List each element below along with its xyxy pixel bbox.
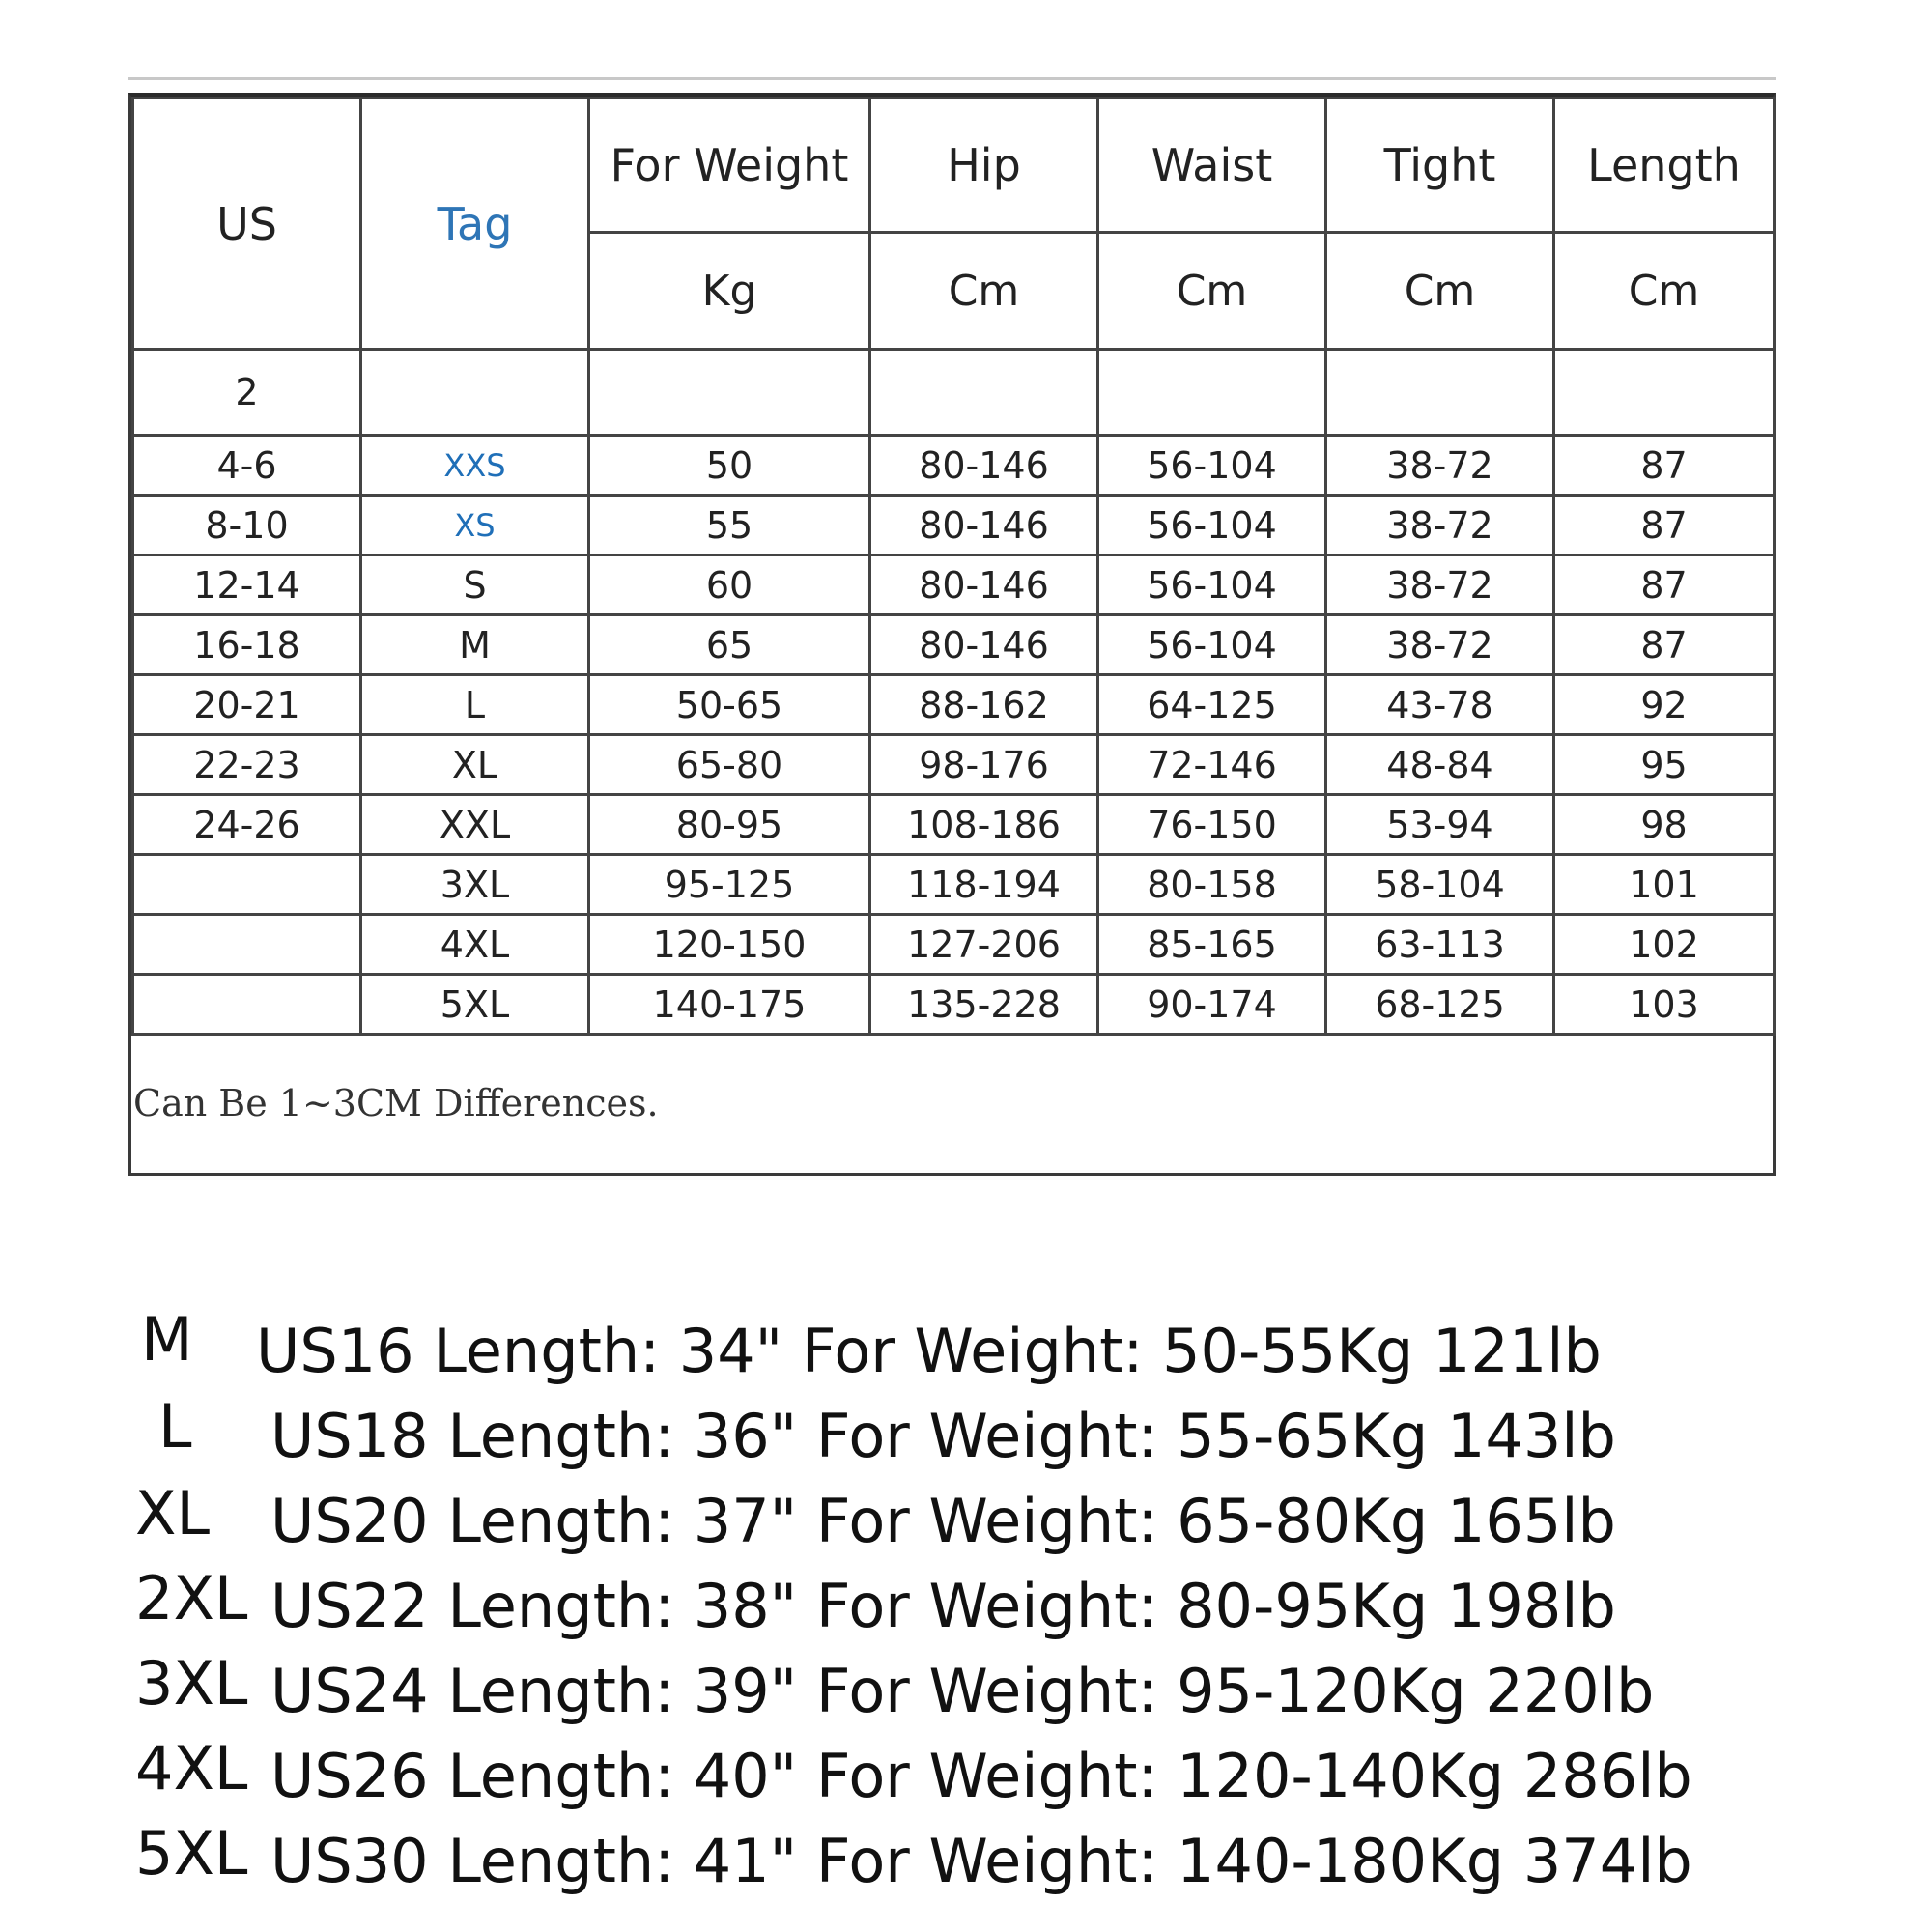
size-label: 2XL [135, 1563, 248, 1634]
cell-hip: 80-146 [870, 436, 1098, 496]
cell-waist: 56-104 [1098, 615, 1326, 675]
unit-waist: Cm [1098, 233, 1326, 350]
table-row [133, 855, 1775, 915]
cell-us [133, 855, 361, 915]
cell-us [133, 975, 361, 1035]
cell-tag: S [361, 555, 589, 615]
cell-length: 92 [1554, 675, 1775, 735]
cell-length: 102 [1554, 915, 1775, 975]
cell-length: 95 [1554, 735, 1775, 795]
cell-waist: 56-104 [1098, 555, 1326, 615]
cell-us: 4-6 [133, 436, 361, 496]
cell-waist: 56-104 [1098, 436, 1326, 496]
cell-tight: 38-72 [1326, 496, 1554, 555]
cell-tight: 53-94 [1326, 795, 1554, 855]
cell-tag: L [361, 675, 589, 735]
size-label: L [158, 1391, 192, 1462]
header-length: Length [1554, 99, 1775, 233]
cell-waist: 85-165 [1098, 915, 1326, 975]
cell-tight: 58-104 [1326, 855, 1554, 915]
cell-us: 22-23 [133, 735, 361, 795]
size-chart [128, 93, 1776, 1176]
cell-weight: 50 [589, 436, 870, 496]
cell-weight: 50-65 [589, 675, 870, 735]
size-details: US26 Length: 40" For Weight: 120-140Kg 286lb [270, 1741, 1692, 1811]
size-details: US24 Length: 39" For Weight: 95-120Kg 220lb [270, 1656, 1655, 1726]
cell-us: 2 [133, 350, 361, 436]
unit-tight: Cm [1326, 233, 1554, 350]
cell-hip: 80-146 [870, 615, 1098, 675]
cell-hip: 80-146 [870, 496, 1098, 555]
size-line [135, 1648, 1893, 1741]
cell-tight [1326, 350, 1554, 436]
header-for-weight: For Weight [589, 99, 870, 233]
header-waist: Waist [1098, 99, 1326, 233]
size-label: 5XL [135, 1818, 248, 1889]
size-label: M [141, 1304, 193, 1375]
cell-weight: 65-80 [589, 735, 870, 795]
cell-us: 24-26 [133, 795, 361, 855]
size-line [135, 1818, 1893, 1911]
size-details: US16 Length: 34" For Weight: 50-55Kg 121lb [256, 1316, 1602, 1386]
table-row [133, 795, 1775, 855]
cell-tag [361, 350, 589, 436]
cell-hip: 88-162 [870, 675, 1098, 735]
cell-weight: 80-95 [589, 795, 870, 855]
cell-weight [589, 350, 870, 436]
cell-tight: 63-113 [1326, 915, 1554, 975]
size-line [135, 1304, 1893, 1401]
cell-us [133, 915, 361, 975]
top-rule [128, 77, 1776, 80]
cell-tag: XXS [361, 436, 589, 496]
size-line [135, 1478, 1893, 1571]
size-details: US22 Length: 38" For Weight: 80-95Kg 198lb [270, 1571, 1616, 1641]
table-row [133, 496, 1775, 555]
unit-hip: Cm [870, 233, 1098, 350]
cell-weight: 65 [589, 615, 870, 675]
cell-hip: 127-206 [870, 915, 1098, 975]
cell-length: 87 [1554, 436, 1775, 496]
cell-hip [870, 350, 1098, 436]
cell-waist: 80-158 [1098, 855, 1326, 915]
cell-waist: 64-125 [1098, 675, 1326, 735]
header-tight: Tight [1326, 99, 1554, 233]
cell-length: 101 [1554, 855, 1775, 915]
cell-tag: 3XL [361, 855, 589, 915]
header-tag: Tag [361, 99, 589, 350]
cell-length: 87 [1554, 615, 1775, 675]
cell-tag: XS [361, 496, 589, 555]
unit-for-weight: Kg [589, 233, 870, 350]
cell-hip: 135-228 [870, 975, 1098, 1035]
header-us: US [133, 99, 361, 350]
cell-length: 87 [1554, 496, 1775, 555]
table-row [133, 615, 1775, 675]
cell-tight: 43-78 [1326, 675, 1554, 735]
cell-hip: 118-194 [870, 855, 1098, 915]
size-label: XL [135, 1478, 211, 1548]
cell-tag: 5XL [361, 975, 589, 1035]
cell-tight: 68-125 [1326, 975, 1554, 1035]
cell-weight: 55 [589, 496, 870, 555]
cell-waist: 72-146 [1098, 735, 1326, 795]
cell-us: 8-10 [133, 496, 361, 555]
size-label: 4XL [135, 1733, 248, 1804]
cell-tag: XXL [361, 795, 589, 855]
cell-waist: 76-150 [1098, 795, 1326, 855]
cell-tag: 4XL [361, 915, 589, 975]
cell-hip: 98-176 [870, 735, 1098, 795]
cell-weight: 60 [589, 555, 870, 615]
size-label: 3XL [135, 1648, 248, 1719]
cell-us: 20-21 [133, 675, 361, 735]
header-hip: Hip [870, 99, 1098, 233]
cell-weight: 95-125 [589, 855, 870, 915]
cell-waist: 90-174 [1098, 975, 1326, 1035]
unit-length: Cm [1554, 233, 1775, 350]
size-table [131, 97, 1776, 1036]
cell-us: 12-14 [133, 555, 361, 615]
size-details: US20 Length: 37" For Weight: 65-80Kg 165lb [270, 1486, 1616, 1556]
cell-waist: 56-104 [1098, 496, 1326, 555]
size-lines [135, 1304, 1893, 1911]
difference-note: Can Be 1~3CM Differences. [133, 1082, 659, 1124]
cell-tag: M [361, 615, 589, 675]
cell-length: 87 [1554, 555, 1775, 615]
table-row [133, 675, 1775, 735]
table-row [133, 555, 1775, 615]
cell-tight: 38-72 [1326, 615, 1554, 675]
cell-weight: 120-150 [589, 915, 870, 975]
table-row [133, 350, 1775, 436]
cell-hip: 80-146 [870, 555, 1098, 615]
cell-tight: 48-84 [1326, 735, 1554, 795]
cell-tight: 38-72 [1326, 555, 1554, 615]
cell-waist [1098, 350, 1326, 436]
size-line [135, 1391, 1893, 1486]
cell-length: 103 [1554, 975, 1775, 1035]
table-row [133, 975, 1775, 1035]
cell-us: 16-18 [133, 615, 361, 675]
size-details: US18 Length: 36" For Weight: 55-65Kg 143lb [270, 1401, 1616, 1471]
cell-tight: 38-72 [1326, 436, 1554, 496]
cell-length [1554, 350, 1775, 436]
table-row [133, 915, 1775, 975]
table-body [133, 350, 1775, 1035]
table-row [133, 436, 1775, 496]
cell-hip: 108-186 [870, 795, 1098, 855]
size-line [135, 1563, 1893, 1656]
size-details: US30 Length: 41" For Weight: 140-180Kg 374lb [270, 1826, 1692, 1896]
size-line [135, 1733, 1893, 1826]
cell-length: 98 [1554, 795, 1775, 855]
cell-weight: 140-175 [589, 975, 870, 1035]
table-row [133, 735, 1775, 795]
cell-tag: XL [361, 735, 589, 795]
